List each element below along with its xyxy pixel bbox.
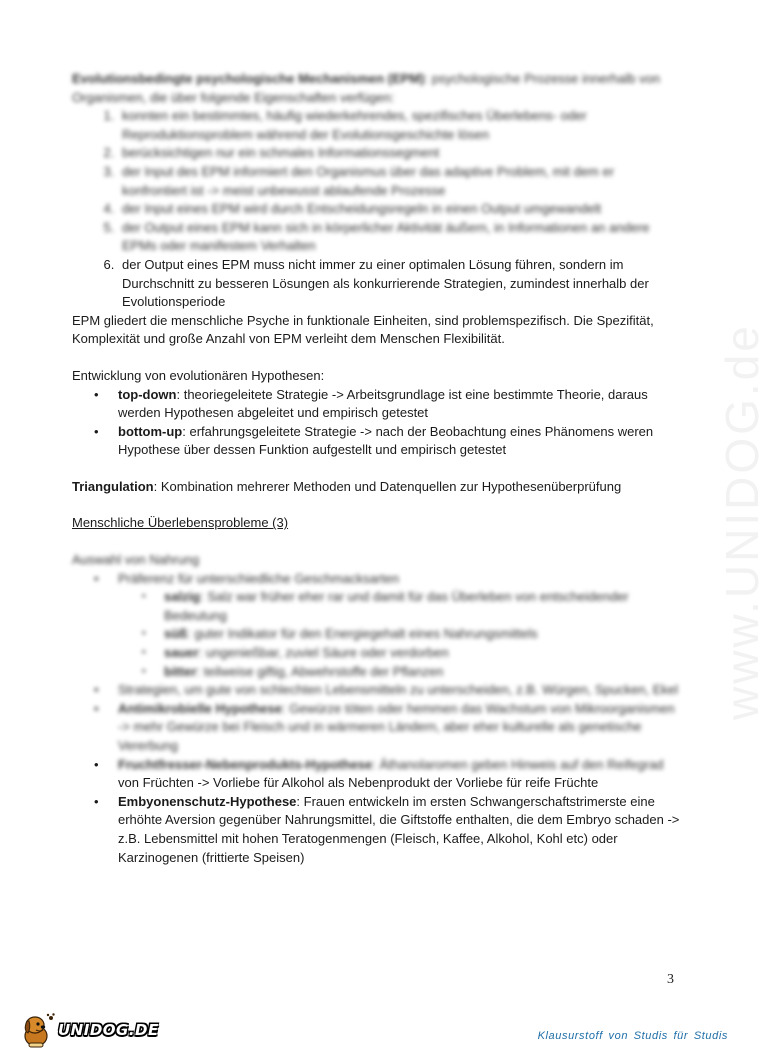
epm-summary: EPM gliedert die menschliche Psyche in funktionale Einheiten, sind problemspezifisch. Die Spezifität, Komplexität und große Anzahl von EPM verleiht dem Menschen Flexibilität. bbox=[72, 312, 654, 347]
list-item bbox=[118, 700, 682, 756]
hypothesis-text: : Gewürze töten oder hemmen das Wachstum von Mikroorganismen -> mehr Gewürze bei Fleisch und in wärmeren Ländern, aber eher kulturelle als genetische Vererbung bbox=[118, 700, 675, 753]
epm-properties-list bbox=[72, 107, 682, 312]
footer-slogan: Klausurstoff von Studis für Studis bbox=[537, 1030, 728, 1042]
epm-property-item: 2. berücksichtigen nur ein schmales Informationssegment bbox=[118, 144, 682, 163]
food-selection-subheading: Auswahl von Nahrung bbox=[72, 552, 200, 568]
taste-text: : ungenießbar, zuviel Säure oder verdorben bbox=[198, 645, 449, 661]
hypothesis-text: : erfahrungsgeleitete Strategie -> nach der Beobachtung eines Phänomens weren Hypothese über dessen Funktion aufgestellt und empirisch getestet bbox=[118, 423, 654, 458]
taste-list bbox=[118, 588, 682, 681]
triangulation-text: : Kombination mehrerer Methoden und Datenquellen zur Hypothesenüberprüfung bbox=[153, 478, 622, 494]
taste-term: süß bbox=[164, 626, 188, 642]
list-item bbox=[164, 644, 682, 663]
hypothesis-term: top-down bbox=[118, 386, 177, 402]
taste-term: sauer bbox=[164, 645, 199, 661]
dog-mascot-icon bbox=[22, 1012, 56, 1048]
epm-property-item: 5. der Output eines EPM kann sich in körperlicher Aktivität äußern, in Informationen an andere EPMs oder manifestem Verhalten bbox=[118, 219, 682, 256]
epm-property-item: 4. der Input eines EPM wird durch Entscheidungsregeln in einen Output umgewandelt bbox=[118, 200, 682, 219]
epm-intro-text: : psychologische Prozesse innerhalb von Organismen, die über folgende Eigenschaften verfügen: bbox=[72, 71, 661, 105]
hypothesis-term: Fruchtfresser-Nebenprodukts-Hypothese bbox=[118, 756, 373, 772]
list-item bbox=[164, 625, 682, 644]
footer-logo[interactable] bbox=[22, 1012, 162, 1048]
hypotheses-list bbox=[72, 386, 682, 460]
hypotheses-heading: Entwicklung von evolutionären Hypothesen: bbox=[72, 367, 325, 383]
epm-property-item: 6. der Output eines EPM muss nicht immer zu einer optimalen Lösung führen, sondern im Durchschnitt zu besseren Lösungen als konkurrierende Strategien, zumindest innerhalb der Evolutionsperiode bbox=[118, 256, 682, 312]
taste-term: bitter bbox=[164, 663, 197, 679]
fruit-hypothesis-line-1 bbox=[118, 756, 682, 775]
hypothesis-text: : Äthanolaromen geben Hinweis auf den Reifegrad bbox=[372, 756, 664, 772]
triangulation-term: Triangulation bbox=[72, 478, 154, 494]
taste-text: : teilweise giftig, Abwehrstoffe der Pflanzen bbox=[196, 663, 444, 679]
page-content bbox=[72, 70, 682, 867]
hypothesis-text: : theoriegeleitete Strategie -> Arbeitsgrundlage ist eine bestimmte Theorie, daraus werden Hypothesen abgeleitet und empirisch getestet bbox=[118, 386, 648, 421]
hypothesis-term: Antimikrobielle Hypothese bbox=[118, 700, 282, 716]
triangulation-paragraph bbox=[72, 478, 682, 497]
list-item bbox=[118, 386, 682, 423]
fruit-hypothesis-line-2: von Früchten -> Vorliebe für Alkohol als Nebenprodukt der Vorliebe für reife Früchte bbox=[118, 775, 599, 791]
list-item bbox=[118, 570, 682, 682]
epm-intro bbox=[72, 70, 682, 107]
list-item bbox=[118, 756, 682, 793]
epm-property-item: 1. konnten ein bestimmtes, häufig wiederkehrendes, spezifisches Überlebens- oder Reproduktionsproblem während der Evolutionsgeschichte lösen bbox=[118, 107, 682, 144]
survival-heading: Menschliche Überlebensprobleme (3) bbox=[72, 515, 289, 531]
food-selection-list bbox=[72, 570, 682, 868]
list-item bbox=[164, 588, 682, 625]
taste-term: salzig bbox=[164, 589, 201, 605]
taste-text: : guter Indikator für den Energiegehalt eines Nahrungsmittels bbox=[187, 626, 538, 642]
hypothesis-term: bottom-up bbox=[118, 423, 183, 439]
list-item: • Strategien, um gute von schlechten Lebensmitteln zu unterscheiden, z.B. Würgen, Spucken, Ekel bbox=[118, 681, 682, 700]
epm-intro-title: Evolutionsbedingte psychologische Mechanismen (EPM) bbox=[72, 71, 425, 86]
list-item bbox=[164, 663, 682, 682]
hypothesis-term: Embyonenschutz-Hypothese bbox=[118, 793, 297, 809]
list-item bbox=[118, 423, 682, 460]
logo-text: UNIDOG.DE bbox=[58, 1021, 159, 1039]
taste-text: : Salz war früher eher rar und damit für das Überleben von entscheidender Bedeutung bbox=[164, 589, 629, 623]
taste-preference-text: Präferenz für unterschiedliche Geschmacksarten bbox=[118, 570, 400, 586]
hypothesis-text: : Frauen entwickeln im ersten Schwangerschaftstrimerste eine erhöhte Aversion gegenüber Nahrungsmittel, die Giftstoffe enthalten, die dem Embryo schaden -> z.B. Lebensmittel mit hohen Teratogenmengen (Fleisch, Kaffee, Alkohol, Kohl etc) oder Karzinogenen (frittierte Speisen) bbox=[118, 793, 680, 865]
epm-property-item: 3. der Input des EPM informiert den Organismus über das adaptive Problem, mit dem er konfrontiert ist -> meist unbewusst ablaufende Prozesse bbox=[118, 163, 682, 200]
list-item bbox=[118, 793, 682, 867]
watermark: www.UNIDOG.de bbox=[716, 323, 768, 720]
page-number: 3 bbox=[667, 972, 674, 987]
